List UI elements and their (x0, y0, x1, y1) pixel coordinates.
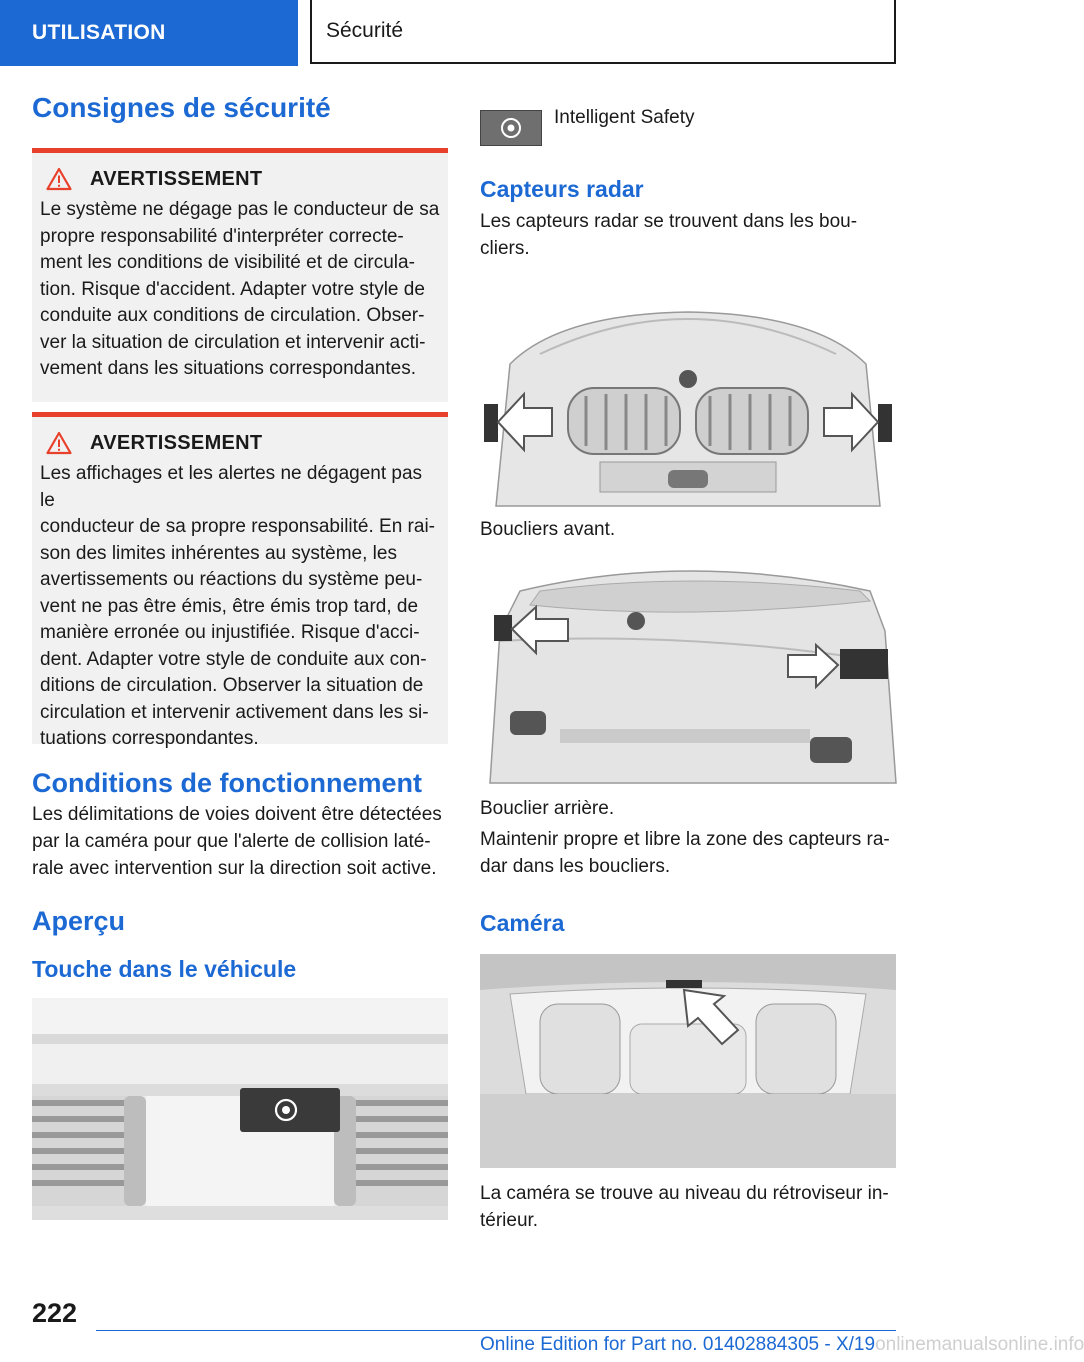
front-bumper-caption: Boucliers avant. (480, 519, 616, 540)
watermark-text: onlinemanualsonline.info (875, 1334, 1084, 1355)
page-number: 222 (32, 1298, 78, 1328)
front-bumper-illustration (480, 284, 896, 506)
warning-1-line: propre responsabilité d'interpréter correcte- (40, 225, 404, 247)
car-safety-icon (500, 117, 522, 139)
warning-box-2 (32, 412, 448, 749)
camera-location-illustration (480, 954, 896, 1168)
edition-text: Online Edition for Part no. 01402884305 - X/19 (480, 1334, 876, 1355)
button-in-vehicle-heading: Touche dans le véhicule (32, 956, 297, 983)
conditions-line: rale avec intervention sur la direction soit active. (32, 858, 437, 880)
warning-1-line: tion. Risque d'accident. Adapter votre style de (40, 278, 425, 300)
section-tab: UTILISATION (0, 0, 298, 66)
keep-clean-line: Maintenir propre et libre la zone des capteurs ra- (480, 829, 890, 850)
radar-line: cliers. (480, 238, 530, 259)
intelligent-safety-button-icon (480, 110, 542, 146)
warning-1-line: ver la situation de circulation et intervenir acti- (40, 331, 426, 353)
radar-line: Les capteurs radar se trouvent dans les bou- (480, 211, 858, 232)
safety-heading: Consignes de sécurité (32, 92, 331, 123)
warning-1-line: ment les conditions de visibilité et de circula- (40, 252, 415, 273)
warning-2-line: ditions de circulation. Observer la situation de (40, 675, 424, 696)
intelligent-safety-label: Intelligent Safety (554, 107, 695, 128)
warning-2-line: manière erronée ou injustifiée. Risque d'acci- (40, 622, 420, 643)
page-header-title: Sécurité (310, 0, 896, 64)
warning-2-line: son des limites inhérentes au système, les (40, 542, 397, 564)
rear-bumper-caption: Bouclier arrière. (480, 798, 615, 819)
warning-2-line: conducteur de sa propre responsabilité. En rai- (40, 516, 436, 537)
warning-header (40, 431, 440, 455)
warning-triangle-icon (46, 431, 72, 455)
dashboard-button-illustration (32, 998, 448, 1220)
footer-edition (480, 1334, 1084, 1356)
footer-rule (96, 1330, 896, 1331)
warning-2-line: tuations correspondantes. (40, 728, 259, 749)
warning-2-line: vent ne pas être émis, être émis trop tard, de (40, 595, 419, 617)
warning-1-line: conduite aux conditions de circulation. Obser- (40, 305, 425, 326)
warning-box-1 (32, 148, 448, 402)
conditions-line: Les délimitations de voies doivent être détectées (32, 804, 442, 826)
warning-2-line: dent. Adapter votre style de conduite aux con- (40, 648, 427, 670)
conditions-line: par la caméra pour que l'alerte de collision laté- (32, 831, 431, 853)
overview-heading: Aperçu (32, 906, 126, 937)
camera-line: térieur. (480, 1210, 539, 1231)
left-column (32, 92, 448, 1220)
warning-2-line: Les affichages et les alertes ne dégagent pas le (40, 463, 423, 511)
camera-line: La caméra se trouve au niveau du rétroviseur in- (480, 1183, 889, 1204)
conditions-heading: Conditions de fonctionnement (32, 768, 422, 798)
camera-heading: Caméra (480, 910, 565, 936)
warning-header (40, 167, 440, 191)
warning-2-line: circulation et intervenir activement dans les si- (40, 701, 429, 723)
warning-triangle-icon (46, 167, 72, 191)
left-air-vent (32, 1096, 146, 1206)
radar-heading: Capteurs radar (480, 176, 644, 202)
keep-clean-line: dar dans les boucliers. (480, 856, 671, 877)
warning-1-line: vement dans les situations correspondantes. (40, 358, 416, 379)
warning-2-line: avertissements ou réactions du système peu- (40, 569, 423, 590)
right-column (480, 104, 896, 1234)
right-air-vent (334, 1096, 448, 1206)
rear-bumper-illustration (480, 561, 896, 783)
warning-label: AVERTISSEMENT (90, 167, 263, 190)
warning-1-line: Le système ne dégage pas le conducteur de sa (40, 199, 440, 220)
warning-label: AVERTISSEMENT (90, 431, 263, 454)
